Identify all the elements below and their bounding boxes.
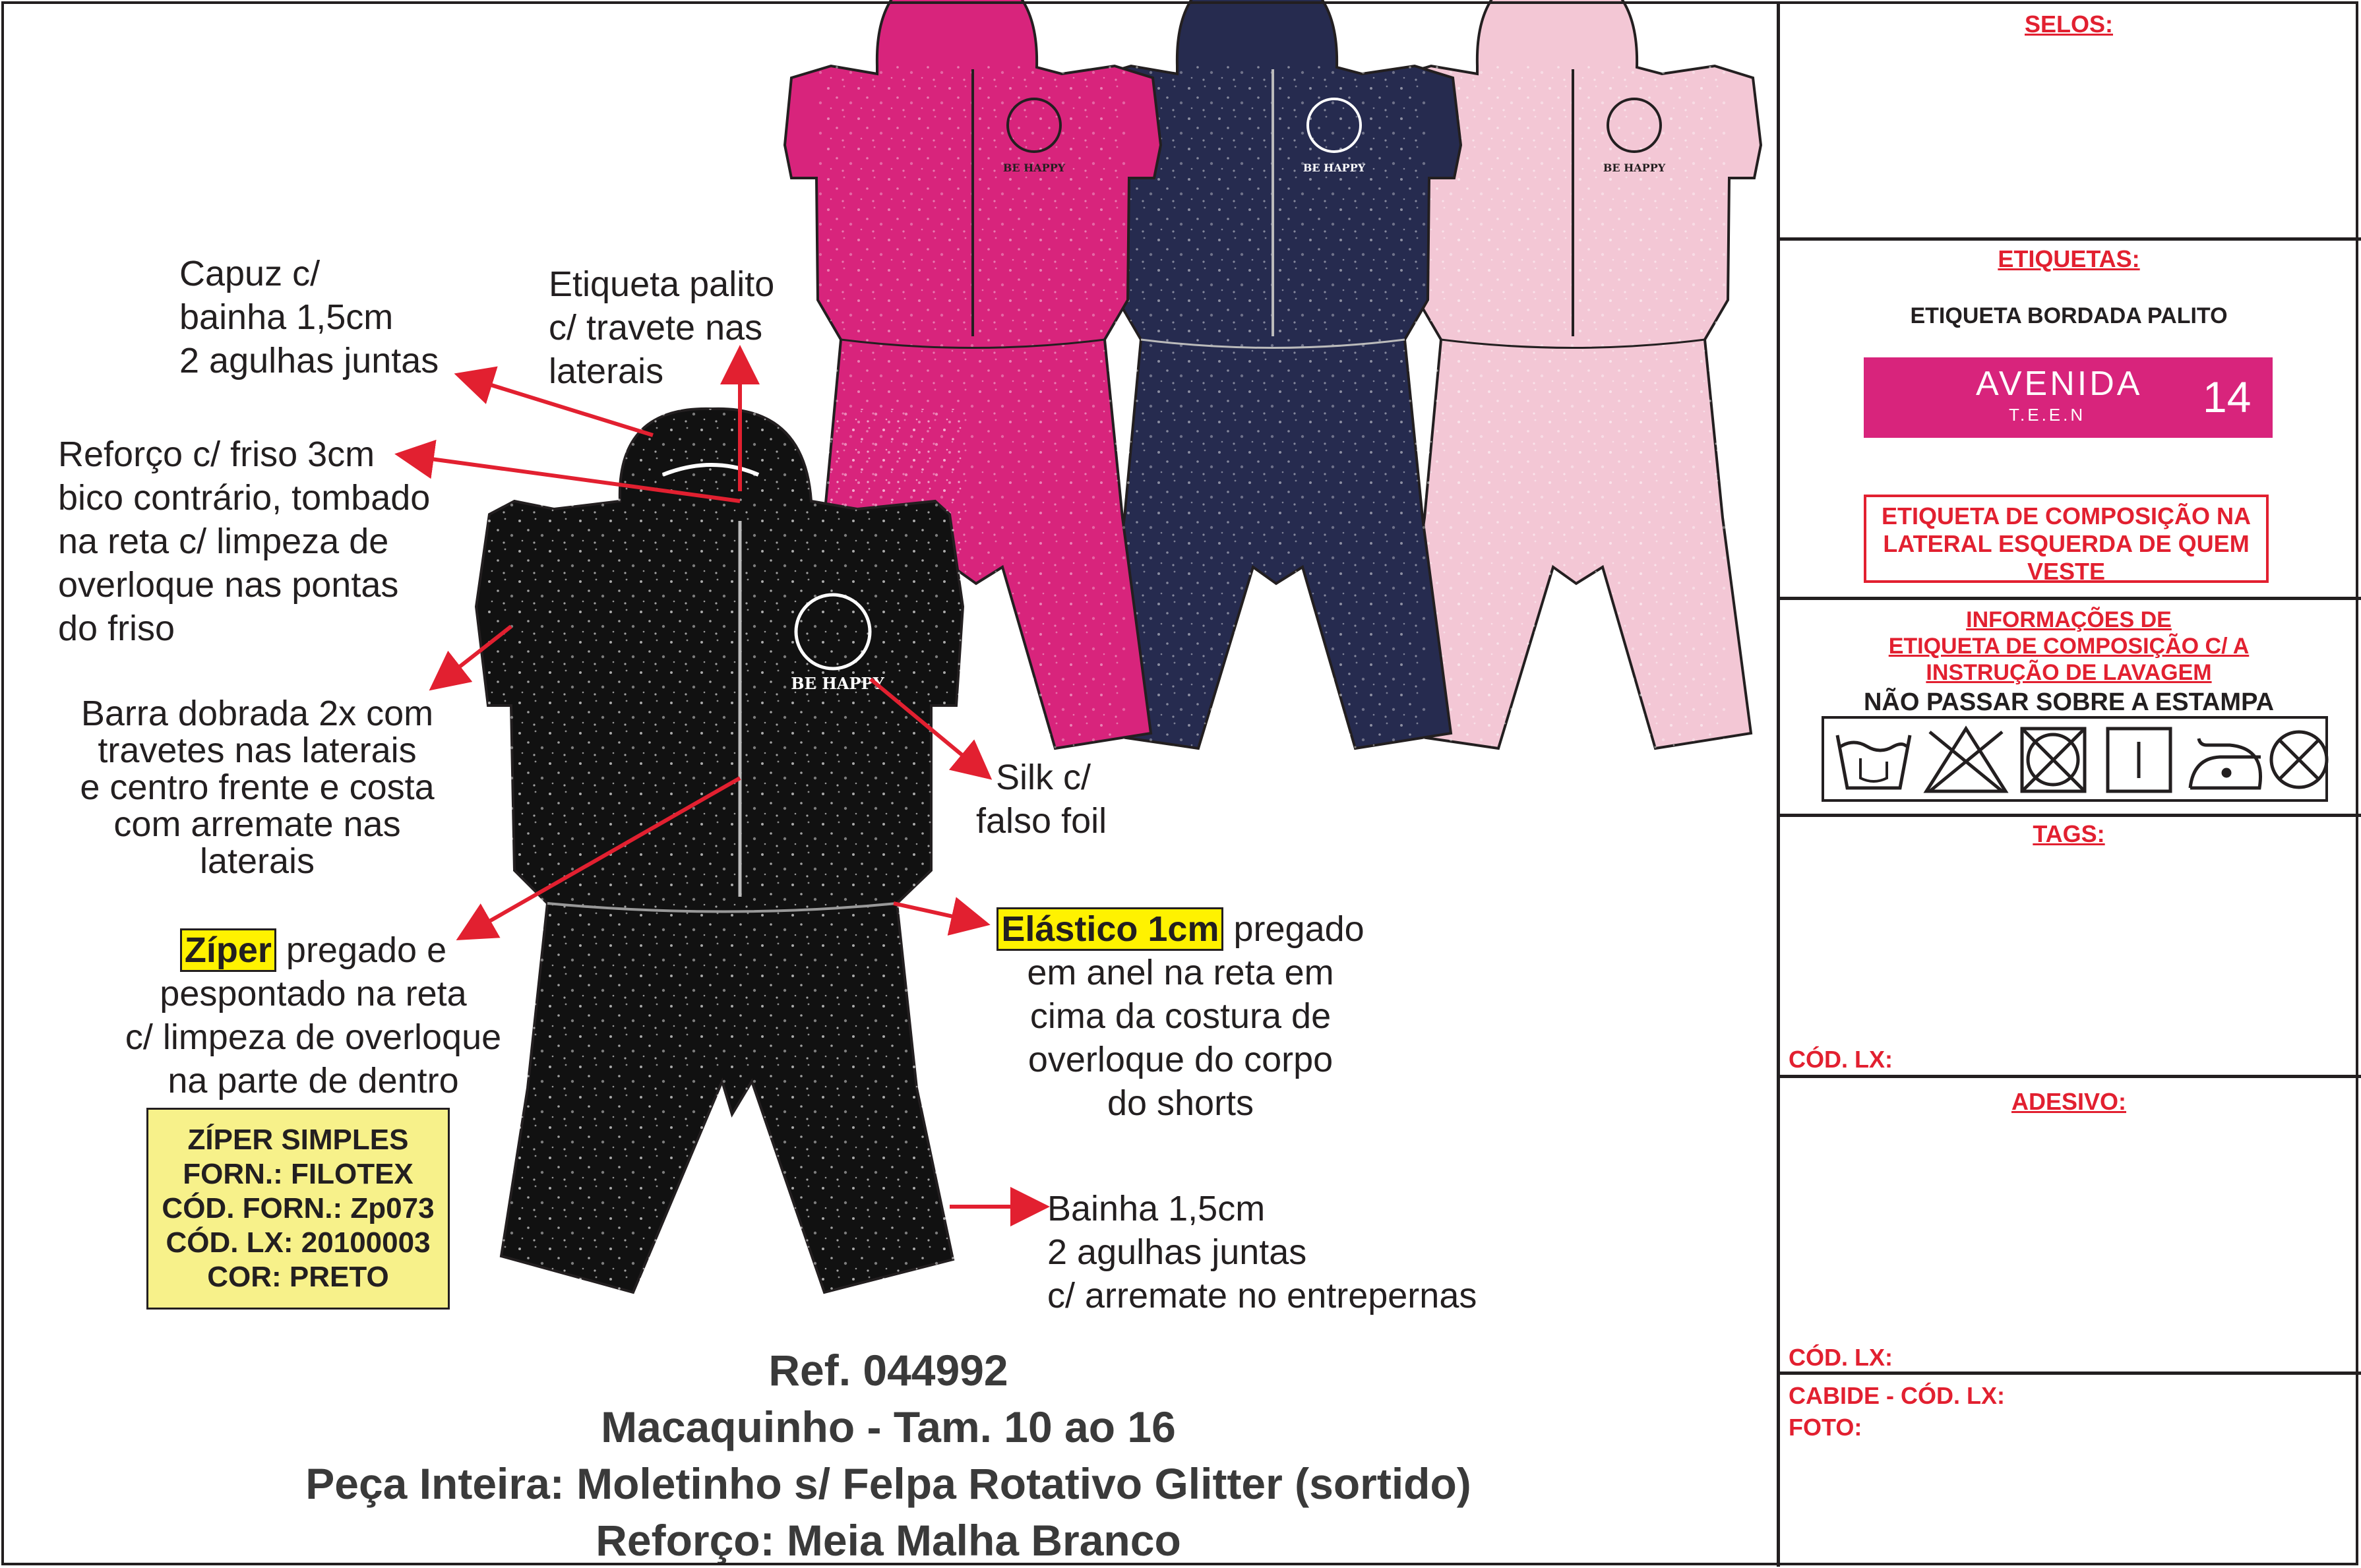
section-divider: [1777, 237, 2361, 241]
sidebar-divider: [1777, 1, 1780, 1567]
footer-reforco: Reforço: Meia Malha Branco: [596, 1516, 1181, 1565]
footer-product: Macaquinho - Tam. 10 ao 16: [601, 1402, 1176, 1451]
selos-title: SELOS:: [2024, 11, 2113, 38]
ziper-info-box: ZÍPER SIMPLES FORN.: FILOTEX CÓD. FORN.: Zp073 CÓD. LX: 20100003 COR: PRETO: [146, 1108, 450, 1310]
print-text-pink: BE HAPPY: [1002, 162, 1066, 174]
brand-size: 14: [2203, 373, 2252, 421]
note-barra: Barra dobrada 2x com travetes nas laterais e centro frente e costa com arremate nas laterais: [80, 694, 435, 881]
note-bainha: Bainha 1,5cm 2 agulhas juntas c/ arremate no entrepernas: [1047, 1189, 1477, 1315]
adesivo-title: ADESIVO:: [2011, 1088, 2127, 1115]
section-divider: [1777, 1075, 2361, 1078]
elastico-highlight: Elástico 1cm: [997, 907, 1223, 951]
section-divider: [1777, 597, 2361, 600]
section-divider: [1777, 1372, 2361, 1375]
note-ziper: Zíper pregado e pespontado na reta c/ limpeza de overloque na parte de dentro: [106, 928, 521, 1102]
care-symbols-svg: [1824, 719, 2331, 804]
brand-sub: T.E.E.N: [2009, 405, 2086, 425]
footer-ref: Ref. 044992: [768, 1346, 1008, 1395]
note-capuz: Capuz c/ bainha 1,5cm 2 agulhas juntas: [179, 254, 439, 380]
nao-passar: NÃO PASSAR SOBRE A ESTAMPA: [1863, 688, 2275, 716]
note-elastico: Elástico 1cm pregado em anel na reta em cima da costura de overloque do corpo do shorts: [983, 907, 1378, 1125]
section-divider: [1777, 814, 2361, 817]
wash-30-icon: [1837, 735, 1910, 788]
adesivo-cod-lx: CÓD. LX:: [1789, 1344, 1893, 1371]
low-iron-icon: [2190, 739, 2261, 788]
print-text-main: BE HAPPY: [791, 674, 884, 693]
print-text-light-pink: BE HAPPY: [1603, 162, 1666, 174]
note-silk: Silk c/ falso foil: [976, 758, 1107, 841]
no-tumble-dry-icon: [2022, 729, 2085, 791]
tags-title: TAGS:: [2033, 820, 2105, 847]
cabide-cod-lx: CABIDE - CÓD. LX:: [1789, 1382, 2005, 1409]
no-bleach-icon: [1926, 729, 2006, 791]
composicao-box: ETIQUETA DE COMPOSIÇÃO NA LATERAL ESQUERDA DE QUEM VESTE: [1864, 495, 2269, 583]
etiquetas-title: ETIQUETAS:: [1998, 245, 2140, 272]
footer-fabric: Peça Inteira: Moletinho s/ Felpa Rotativo Glitter (sortido): [305, 1459, 1471, 1508]
etiqueta-bordada: ETIQUETA BORDADA PALITO: [1910, 303, 2228, 328]
ziper-highlight: Zíper: [180, 928, 276, 972]
care-symbols: [1822, 716, 2328, 802]
line-dry-icon: [2108, 729, 2170, 791]
foto-label: FOTO:: [1789, 1414, 1862, 1441]
info-etiqueta: INFORMAÇÕES DE ETIQUETA DE COMPOSIÇÃO C/ A INSTRUÇÃO DE LAVAGEM: [1888, 607, 2250, 685]
tags-cod-lx: CÓD. LX:: [1789, 1046, 1893, 1073]
note-etiqueta-palito: Etiqueta palito c/ travete nas laterais: [549, 264, 775, 391]
print-text-navy: BE HAPPY: [1303, 162, 1366, 174]
no-dry-clean-icon: [2271, 732, 2327, 787]
brand-name: AVENIDA: [1976, 365, 2143, 403]
brand-label: [1864, 357, 2273, 438]
note-reforco: Reforço c/ friso 3cm bico contrário, tombado na reta c/ limpeza de overloque nas pontas do friso: [58, 435, 431, 648]
